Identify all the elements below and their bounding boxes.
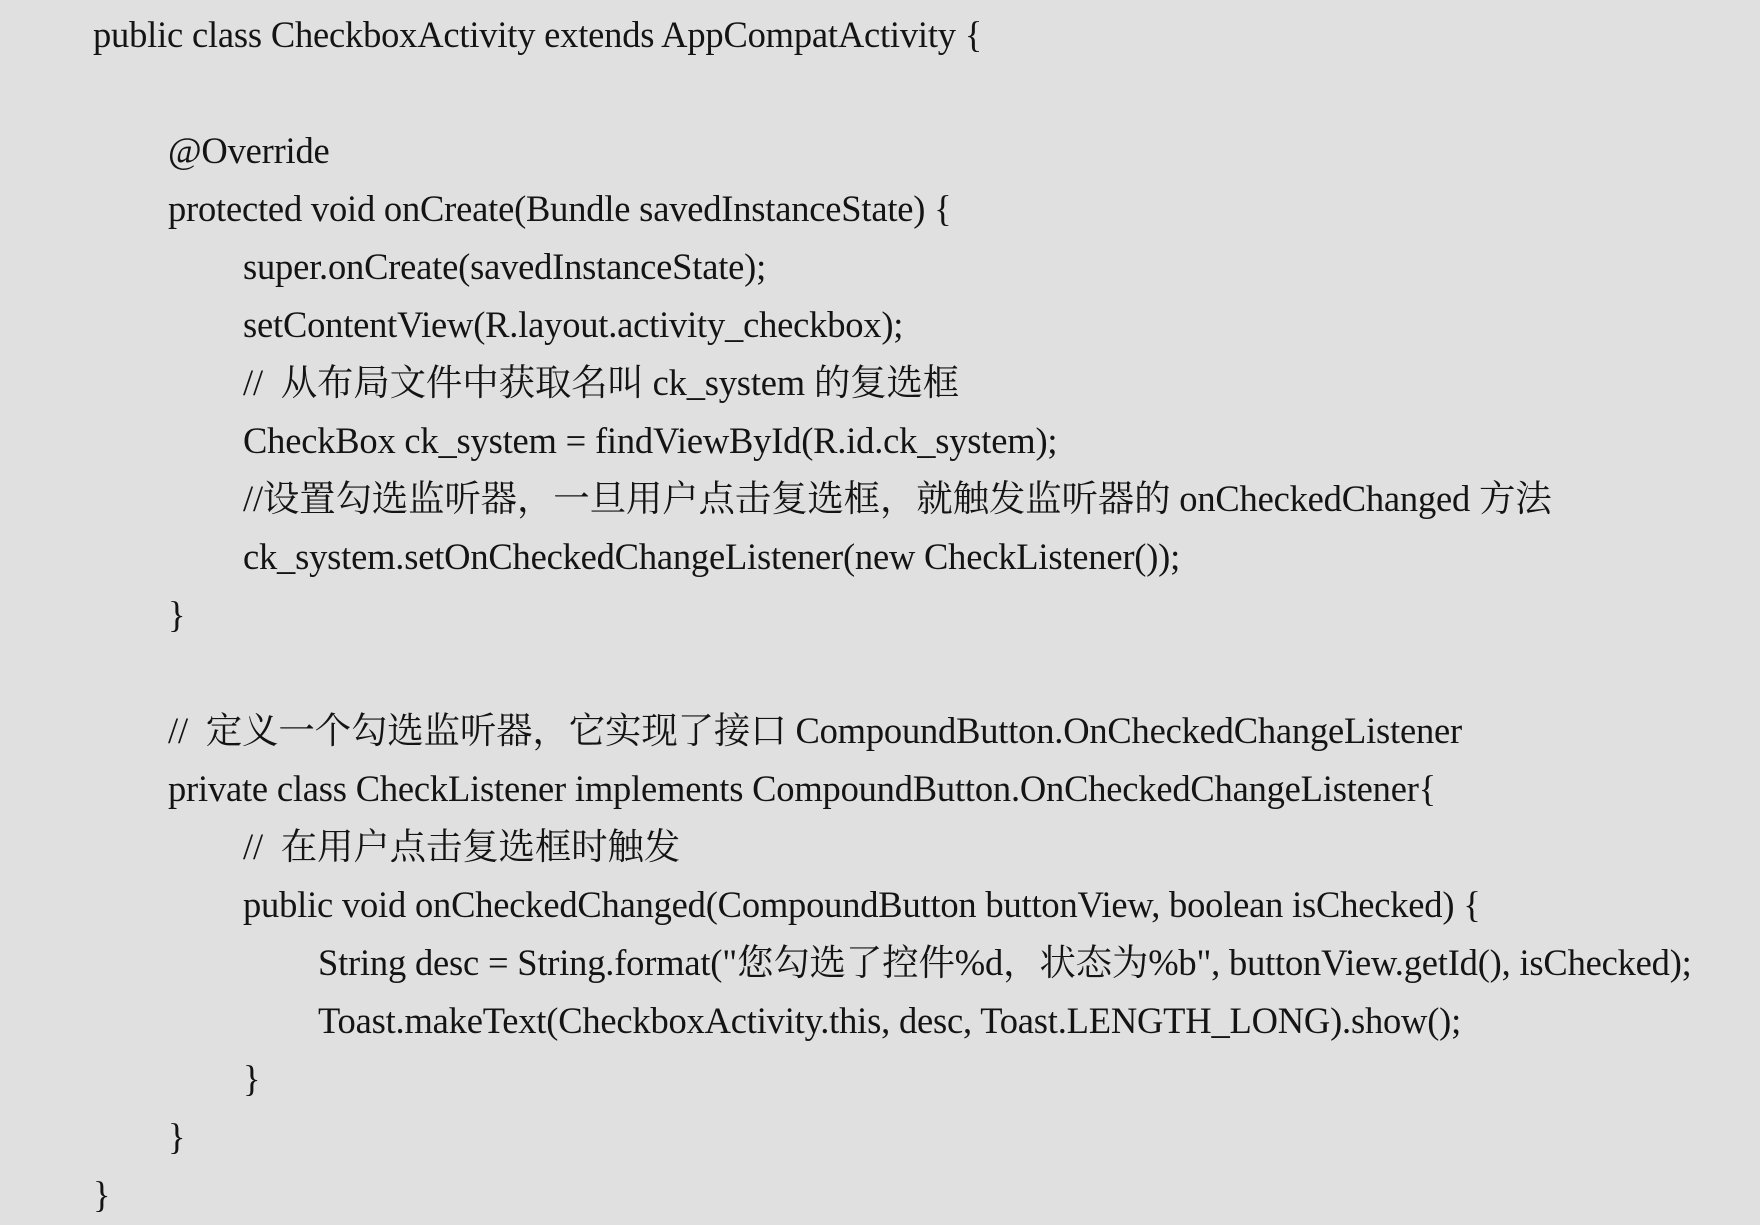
code-line-11: } — [168, 594, 186, 635]
code-line-9: //设置勾选监听器，一旦用户点击复选框，就触发监听器的 onCheckedChanged 方法 — [243, 478, 1552, 519]
code-line-17: String desc = String.format("您勾选了控件%d，状态为%b", buttonView.getId(), isChecked); — [318, 942, 1692, 983]
code-line-5: super.onCreate(savedInstanceState); — [243, 246, 767, 287]
code-line-3: @Override — [168, 130, 330, 171]
code-line-10: ck_system.setOnCheckedChangeListener(new CheckListener()); — [243, 536, 1181, 577]
code-line-8: CheckBox ck_system = findViewById(R.id.ck_system); — [243, 420, 1058, 461]
code-line-14: private class CheckListener implements CompoundButton.OnCheckedChangeListener{ — [168, 768, 1436, 809]
code-line-7: // 从布局文件中获取名叫 ck_system 的复选框 — [243, 362, 960, 403]
code-line-13: // 定义一个勾选监听器，它实现了接口 CompoundButton.OnCheckedChangeListener — [168, 710, 1462, 751]
code-line-6: setContentView(R.layout.activity_checkbox); — [243, 304, 904, 345]
code-line-1: public class CheckboxActivity extends AppCompatActivity { — [93, 14, 983, 55]
code-line-15: // 在用户点击复选框时触发 — [243, 826, 681, 867]
code-line-21: } — [93, 1174, 111, 1215]
code-line-18: Toast.makeText(CheckboxActivity.this, desc, Toast.LENGTH_LONG).show(); — [318, 1000, 1462, 1041]
code-line-16: public void onCheckedChanged(CompoundButton buttonView, boolean isChecked) { — [243, 884, 1481, 925]
code-line-20: } — [168, 1116, 186, 1157]
code-line-19: } — [243, 1058, 261, 1099]
code-line-4: protected void onCreate(Bundle savedInstanceState) { — [168, 188, 952, 229]
